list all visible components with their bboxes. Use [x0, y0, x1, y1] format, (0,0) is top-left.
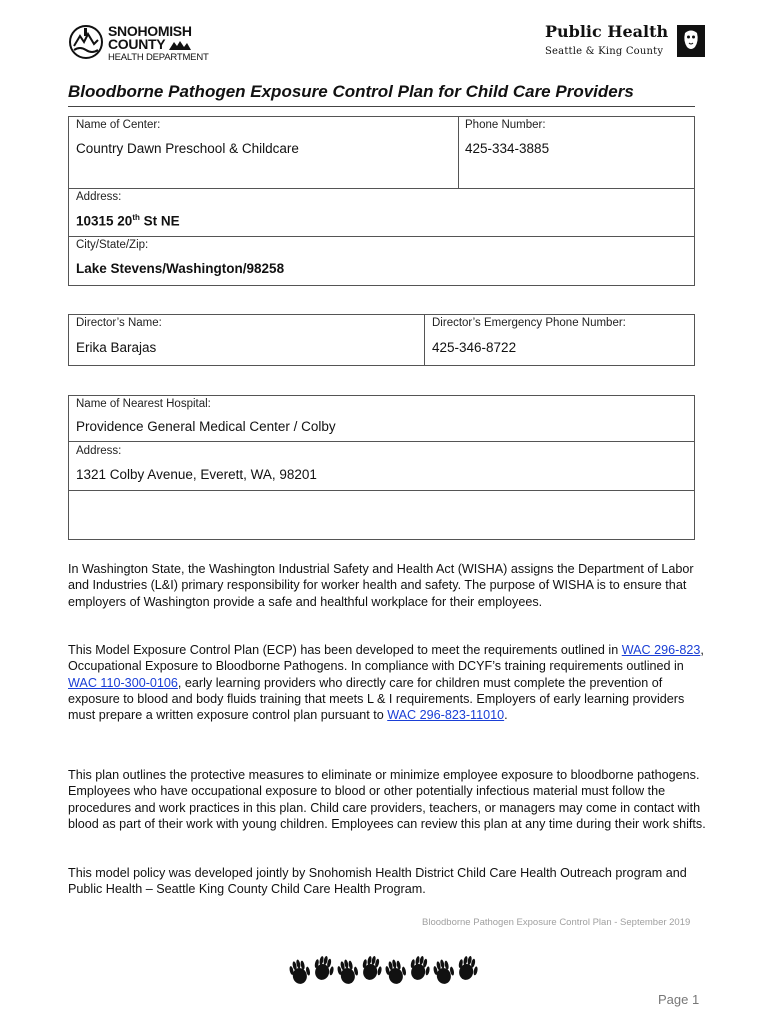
director-name-label: Director’s Name:: [76, 317, 162, 329]
address-rule: [68, 236, 695, 237]
handprint-icon: [384, 958, 408, 986]
snohomish-logo-text: [108, 25, 192, 51]
handprint-icon: [456, 954, 480, 982]
center-address-label: Address:: [76, 191, 122, 203]
page-number: Page 1: [658, 992, 700, 1007]
handprint-icon: [288, 958, 312, 986]
wisha-paragraph: In Washington State, the Washington Industrial Safety and Health Act (WISHA) assigns the Department of Labor and Industries (L&I) primary responsibility for worker health and safety. The purpose of WISHA is to ensure that employers of Washington provide a safe and healthful workplace for their employees.: [68, 562, 694, 609]
handprint-icon: [336, 958, 360, 986]
ecp-text-2: , Occupational Exposure to Bloodborne Pathogens. In compliance with DCYF’s training requirements outlined in: [68, 643, 704, 674]
handprint-icon: [312, 954, 336, 982]
hospital-name-value: Providence General Medical Center / Colby: [76, 419, 336, 434]
city-state-zip-value: Lake Stevens/Washington/98258: [76, 261, 285, 276]
logo-line2: COUNTY: [108, 36, 166, 52]
address-number: 10315 20: [76, 213, 133, 229]
ecp-text-3: , early learning providers who directly care for children must complete the prevention of exposure to blood and body fluids training that meets L & I requirements. Employers of early learning providers must prepare a written exposure control plan pursuant to: [68, 675, 685, 723]
logo-line1: SNOHOMISH: [108, 23, 192, 39]
snohomish-emblem-icon: [68, 24, 104, 60]
public-health-portrait-icon: [677, 25, 705, 57]
document-title: Bloodborne Pathogen Exposure Control Plan for Child Care Providers: [68, 82, 634, 101]
hospital-name-label: Name of Nearest Hospital:: [76, 398, 211, 410]
address-suffix: th: [132, 213, 140, 222]
snohomish-logo-dept: HEALTH DEPARTMENT: [108, 52, 209, 63]
hospital-address-label: Address:: [76, 445, 122, 457]
mountains-icon: [169, 40, 191, 50]
center-box-rule: [68, 188, 695, 189]
director-phone-label: Director’s Emergency Phone Number:: [432, 317, 626, 329]
ecp-text-4: .: [504, 708, 508, 723]
ecp-paragraph: [68, 642, 708, 723]
snohomish-county-logo: [68, 22, 228, 66]
hospital-address-rule: [68, 490, 695, 491]
center-phone-label: Phone Number:: [465, 119, 546, 131]
handprint-icon: [432, 958, 456, 986]
director-name-value: Erika Barajas: [76, 340, 157, 355]
wac-110-300-0106-link[interactable]: WAC 110-300-0106: [68, 675, 178, 690]
center-box-divider: [458, 116, 459, 188]
center-address-value: [76, 213, 180, 229]
model-policy-paragraph: This model policy was developed jointly by Snohomish Health District Child Care Health Outreach program and Public Health – Seattle King County Child Care Health Program.: [68, 866, 687, 897]
director-phone-value: 425-346-8722: [432, 340, 517, 355]
hospital-address-value: 1321 Colby Avenue, Everett, WA, 98201: [76, 467, 317, 482]
public-health-subtitle: Seattle & King County: [545, 46, 664, 57]
center-phone-value: 425-334-3885: [465, 141, 550, 156]
plan-outline-paragraph: This plan outlines the protective measures to eliminate or minimize employee exposure to bloodborne pathogens. Employees who have occupational exposure to blood or other potentially infectious material must follow the procedures and work practices in this plan. Child care providers, teachers, or managers may come in contact with blood as part of their work with young children. Employees can review this plan at any time during their work shifts.: [68, 768, 706, 831]
public-health-logo: [540, 22, 710, 62]
handprint-icon: [408, 954, 432, 982]
handprint-icon: [360, 954, 384, 982]
wac-296-823-11010-link[interactable]: WAC 296-823-11010: [387, 708, 505, 723]
handprints-icon: [285, 950, 485, 986]
page-footer: Bloodborne Pathogen Exposure Control Plan - September 2019: [422, 917, 691, 928]
center-name-label: Name of Center:: [76, 119, 161, 131]
city-state-zip-label: City/State/Zip:: [76, 239, 149, 251]
director-box-divider: [424, 314, 425, 366]
title-divider: [68, 106, 695, 107]
ecp-text-1: This Model Exposure Control Plan (ECP) has been developed to meet the requirements outlined in: [68, 643, 622, 657]
address-street: St NE: [139, 213, 180, 229]
center-name-value: Country Dawn Preschool & Childcare: [76, 141, 299, 156]
wac-296-823-link[interactable]: WAC 296-823: [621, 643, 701, 657]
hospital-box-rule: [68, 441, 695, 442]
public-health-name: Public Health: [545, 22, 669, 41]
